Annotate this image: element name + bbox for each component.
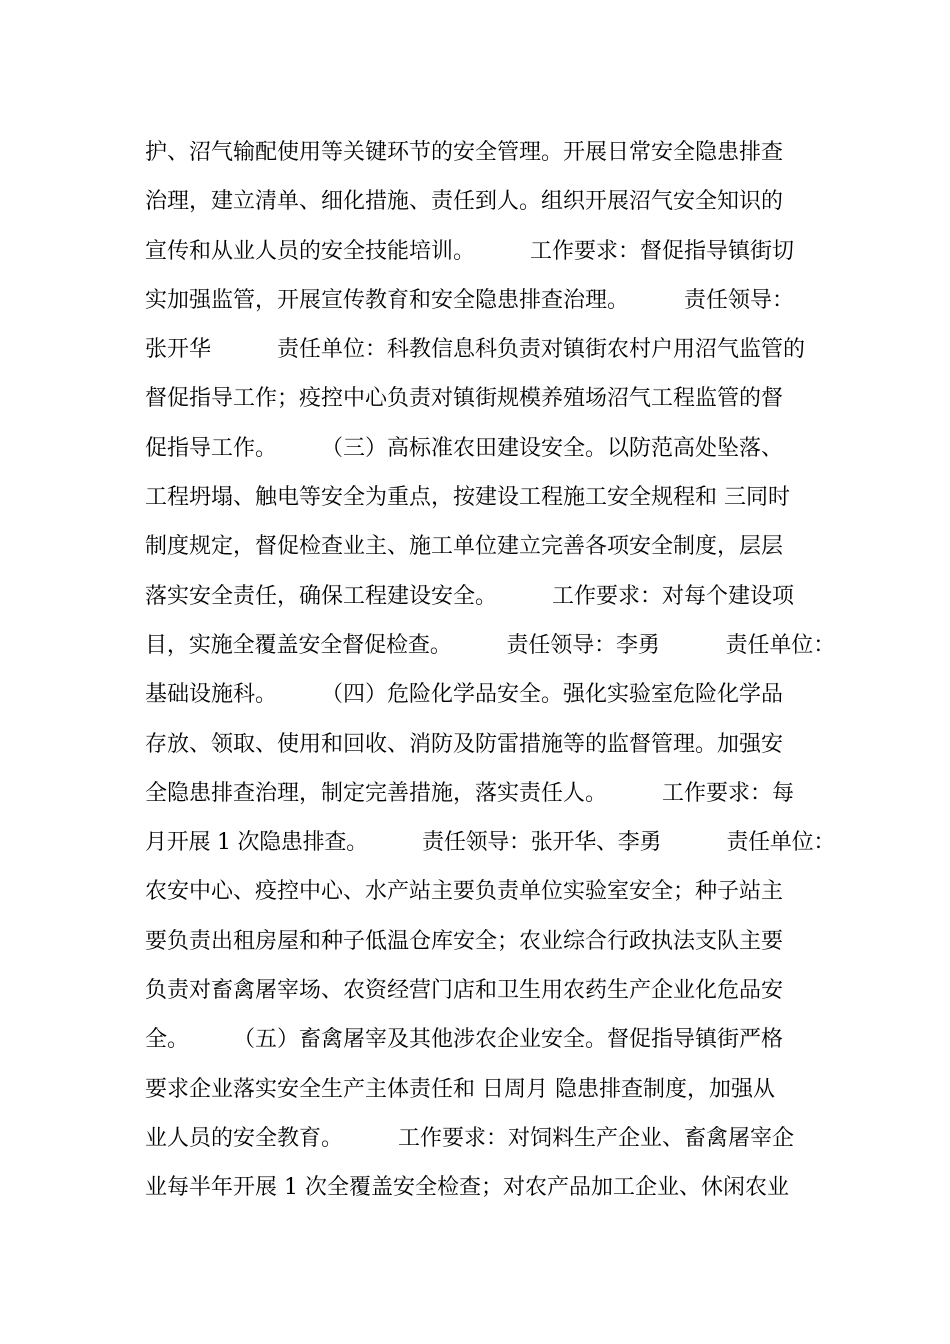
text-line: 月开展 1 次隐患排查。 责任领导：张开华、李勇 责任单位： — [145, 830, 836, 856]
text-line: 工程坍塌、触电等安全为重点，按建设工程施工安全规程和 三同时 — [145, 485, 790, 511]
text-line: 落实安全责任，确保工程建设安全。 工作要求：对每个建设项 — [145, 583, 795, 609]
text-line: 治理，建立清单、细化措施、责任到人。组织开展沼气安全知识的 — [145, 189, 784, 215]
text-line: 全隐患排查治理，制定完善措施，落实责任人。 工作要求：每 — [145, 780, 795, 806]
text-line: 护、沼气输配使用等关键环节的安全管理。开展日常安全隐患排查 — [145, 140, 784, 165]
text-line: 全。 （五）畜禽屠宰及其他涉农企业安全。督促指导镇街严格 — [145, 1027, 784, 1053]
text-line: 业人员的安全教育。 工作要求：对饲料生产企业、畜禽屠宰企 — [145, 1125, 795, 1151]
text-line: 张开华 责任单位：科教信息科负责对镇街农村户用沼气监管的 — [145, 337, 806, 363]
text-line: 要负责出租房屋和种子低温仓库安全；农业综合行政执法支队主要 — [145, 928, 784, 954]
body-text — [145, 128, 836, 1213]
text-line: 宣传和从业人员的安全技能培训。 工作要求：督促指导镇街切 — [145, 238, 795, 264]
text-line: 业每半年开展 1 次全覆盖安全检查；对农产品加工企业、休闲农业 — [145, 1175, 789, 1201]
text-line: 基础设施科。 （四）危险化学品安全。强化实验室危险化学品 — [145, 682, 784, 708]
text-line: 实加强监管，开展宣传教育和安全隐患排查治理。 责任领导： — [145, 287, 795, 313]
text-line: 目，实施全覆盖安全督促检查。 责任领导：李勇 责任单位： — [145, 632, 836, 658]
text-line: 督促指导工作；疫控中心负责对镇街规模养殖场沼气工程监管的督 — [145, 386, 784, 412]
text-line: 农安中心、疫控中心、水产站主要负责单位实验室安全；种子站主 — [145, 879, 784, 905]
text-line: 负责对畜禽屠宰场、农资经营门店和卫生用农药生产企业化危品安 — [145, 978, 784, 1004]
text-line: 促指导工作。 （三）高标准农田建设安全。以防范高处坠落、 — [145, 435, 784, 461]
text-line: 制度规定，督促检查业主、施工单位建立完善各项安全制度，层层 — [145, 534, 784, 560]
text-line: 存放、领取、使用和回收、消防及防雷措施等的监督管理。加强安 — [145, 731, 784, 757]
text-line: 要求企业落实安全生产主体责任和 日周月 隐患排查制度，加强从 — [145, 1076, 775, 1102]
